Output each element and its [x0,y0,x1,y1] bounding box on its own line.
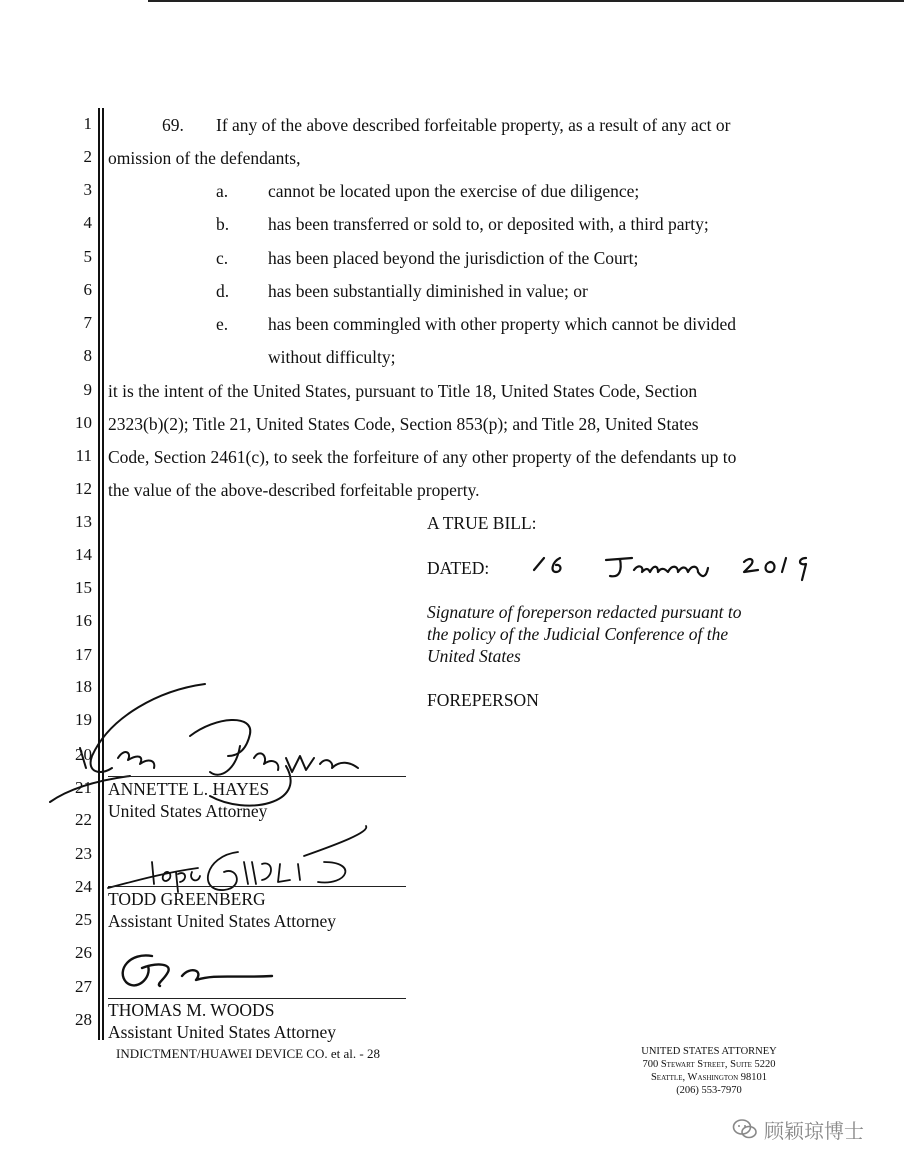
paragraph-number: 69. [162,115,184,135]
closing-line: the value of the above-described forfeitable property. [108,480,480,500]
redaction-note-line: Signature of foreperson redacted pursuant to [427,602,742,622]
item-text: has been commingled with other property which cannot be divided [268,314,736,334]
line-number: 5 [83,247,92,266]
line-number: 19 [75,710,92,729]
signature-woods [112,944,282,1000]
footer-office-line: Seattle, Washington 98101 [650,1072,768,1083]
line-number: 18 [75,677,92,696]
item-text: has been substantially diminished in value; or [268,281,588,301]
item-letter: a. [216,181,229,201]
redaction-note-line: the policy of the Judicial Conference of the [427,624,729,644]
item-letter: b. [216,214,230,234]
left-margin-rule-inner [102,108,104,1040]
item-letter: d. [216,281,230,301]
item-text: cannot be located upon the exercise of due diligence; [268,181,640,201]
footer-office-line: UNITED STATES ATTORNEY [641,1046,777,1057]
line-number: 2 [83,147,92,166]
wechat-icon [732,1118,758,1140]
line-number: 28 [75,1010,92,1029]
top-border [148,0,904,2]
line-number: 25 [75,910,92,929]
signature-line [108,886,406,887]
signer-name: THOMAS M. WOODS [108,1000,275,1020]
line-number: 6 [83,280,92,299]
redaction-note-line: United States [427,646,521,666]
footer-office-address [604,1045,814,1097]
line-number: 17 [75,645,92,664]
signer-title: Assistant United States Attorney [108,1022,336,1042]
line-number: 22 [75,810,92,829]
item-text: has been transferred or sold to, or deposited with, a third party; [268,214,709,234]
signer-title: United States Attorney [108,801,268,821]
signer-title: Assistant United States Attorney [108,911,336,931]
footer-office-line: 700 Stewart Street, Suite 5220 [642,1059,776,1070]
line-number: 7 [83,313,92,332]
true-bill-heading: A TRUE BILL: [427,513,537,533]
closing-line: it is the intent of the United States, pursuant to Title 18, United States Code, Section [108,381,698,401]
item-letter: c. [216,248,229,268]
handwritten-date [530,548,820,588]
line-number: 4 [83,213,92,232]
paragraph-line-2: omission of the defendants, [108,148,301,168]
closing-line: 2323(b)(2); Title 21, United States Code, Section 853(p); and Title 28, United States [108,414,699,434]
line-number: 23 [75,844,92,863]
paragraph-line-1: If any of the above described forfeitable property, as a result of any act or [216,115,731,135]
line-number: 13 [75,512,92,531]
foreperson-label: FOREPERSON [427,690,539,710]
left-margin-rule [98,108,100,1040]
signature-line [108,776,406,777]
line-number: 15 [75,578,92,597]
dated-label: DATED: [427,558,490,578]
footer-case-caption: INDICTMENT/HUAWEI DEVICE CO. et al. - 28 [116,1046,380,1061]
line-number: 1 [83,114,92,133]
line-number: 11 [75,446,92,465]
closing-line: Code, Section 2461(c), to seek the forfeiture of any other property of the defendants up to [108,447,737,467]
line-number: 27 [75,977,92,996]
line-number: 12 [75,479,92,498]
line-number: 3 [83,180,92,199]
line-number: 21 [75,778,92,797]
line-number: 8 [83,346,92,365]
signer-name: ANNETTE L. HAYES [108,779,270,799]
signer-name: TODD GREENBERG [108,889,266,909]
line-number: 10 [75,413,92,432]
line-number: 26 [75,943,92,962]
line-number: 14 [75,545,92,564]
line-number: 24 [75,877,92,896]
watermark [732,1114,864,1144]
line-number: 16 [75,611,92,630]
line-number: 9 [83,380,92,399]
item-text: has been placed beyond the jurisdiction of the Court; [268,248,639,268]
watermark-text: 顾颖琼博士 [764,1118,864,1143]
footer-office-line: (206) 553-7970 [676,1085,742,1096]
item-letter: e. [216,314,229,334]
line-number: 20 [75,745,92,764]
item-text-continued: without difficulty; [268,347,396,367]
